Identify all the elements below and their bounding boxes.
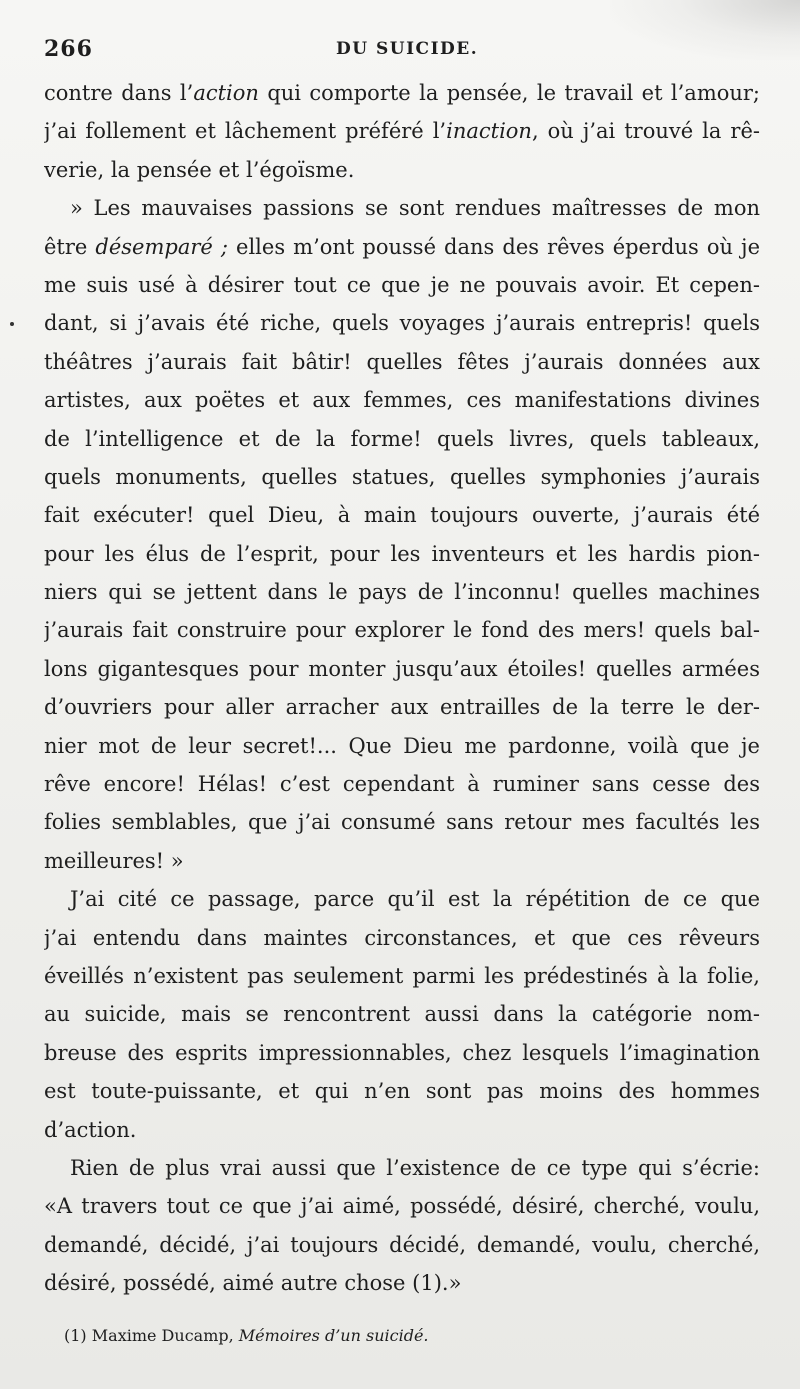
text-line: d’action. bbox=[44, 1117, 137, 1142]
text-line: fait exécuter! quel Dieu, à main toujours ouverte, j’aurais été bbox=[44, 503, 760, 528]
page-header bbox=[44, 36, 760, 68]
text-line: rêve encore! Hélas! c’est cependant à ruminer sans cesse des bbox=[44, 772, 760, 797]
text-line: pour les élus de l’esprit, pour les inventeurs et les hardis pion- bbox=[44, 541, 760, 566]
text-line: Rien de plus vrai aussi que l’existence de ce type qui s’écrie: bbox=[70, 1155, 760, 1180]
text-line: artistes, aux poëtes et aux femmes, ces manifestations divines bbox=[44, 388, 760, 413]
text-line: verie, la pensée et l’égoïsme. bbox=[44, 157, 355, 182]
text-line: dant, si j’avais été riche, quels voyages j’aurais entrepris! quels bbox=[44, 311, 760, 336]
running-title: DU SUICIDE. bbox=[336, 39, 479, 59]
text-line: J’ai cité ce passage, parce qu’il est la répétition de ce que bbox=[70, 887, 760, 912]
margin-mark bbox=[10, 322, 14, 326]
text-line: nier mot de leur secret!... Que Dieu me pardonne, voilà que je bbox=[44, 733, 760, 758]
text-line: quels monuments, quelles statues, quelles symphonies j’aurais bbox=[44, 464, 760, 489]
text-line: lons gigantesques pour monter jusqu’aux étoiles! quelles armées bbox=[44, 656, 760, 681]
text-line: d’ouvriers pour aller arracher aux entrailles de la terre le der- bbox=[44, 695, 760, 720]
text-line: » Les mauvaises passions se sont rendues maîtresses de mon bbox=[70, 196, 760, 221]
text-line: être désemparé ; elles m’ont poussé dans des rêves éperdus où je bbox=[44, 234, 760, 259]
page-number: 266 bbox=[44, 36, 93, 62]
text-line: j’ai entendu dans maintes circonstances, et que ces rêveurs bbox=[44, 925, 760, 950]
text-line: j’ai follement et lâchement préféré l’inaction, où j’ai trouvé la rê- bbox=[44, 119, 760, 144]
footnote-title: Mémoires d’un suicidé. bbox=[238, 1326, 429, 1345]
text-line: niers qui se jettent dans le pays de l’inconnu! quelles machines bbox=[44, 580, 760, 605]
body-text bbox=[44, 74, 760, 1303]
text-line: de l’intelligence et de la forme! quels livres, quels tableaux, bbox=[44, 426, 760, 451]
text-line: folies semblables, que j’ai consumé sans retour mes facultés les bbox=[44, 810, 760, 835]
text-line: «A travers tout ce que j’ai aimé, possédé, désiré, cherché, voulu, bbox=[44, 1194, 760, 1219]
footnote bbox=[64, 1326, 429, 1345]
text-line: j’aurais fait construire pour explorer le fond des mers! quels bal- bbox=[44, 618, 760, 643]
text-line: au suicide, mais se rencontrent aussi dans la catégorie nom- bbox=[44, 1002, 760, 1027]
text-line: théâtres j’aurais fait bâtir! quelles fêtes j’aurais données aux bbox=[44, 349, 760, 374]
footnote-marker: (1) bbox=[64, 1326, 87, 1345]
footnote-author: Maxime Ducamp, bbox=[91, 1326, 234, 1345]
text-line: meilleures! » bbox=[44, 848, 184, 873]
text-line: contre dans l’action qui comporte la pensée, le travail et l’amour; bbox=[44, 81, 760, 105]
text-line: désiré, possédé, aimé autre chose (1).» bbox=[44, 1271, 462, 1296]
text-line: breuse des esprits impressionnables, chez lesquels l’imagination bbox=[44, 1040, 760, 1065]
text-line: éveillés n’existent pas seulement parmi les prédestinés à la folie, bbox=[44, 963, 760, 988]
text-line: est toute-puissante, et qui n’en sont pas moins des hommes bbox=[44, 1079, 760, 1104]
text-line: me suis usé à désirer tout ce que je ne pouvais avoir. Et cepen- bbox=[44, 272, 760, 297]
text-line: demandé, décidé, j’ai toujours décidé, demandé, voulu, cherché, bbox=[44, 1232, 760, 1257]
